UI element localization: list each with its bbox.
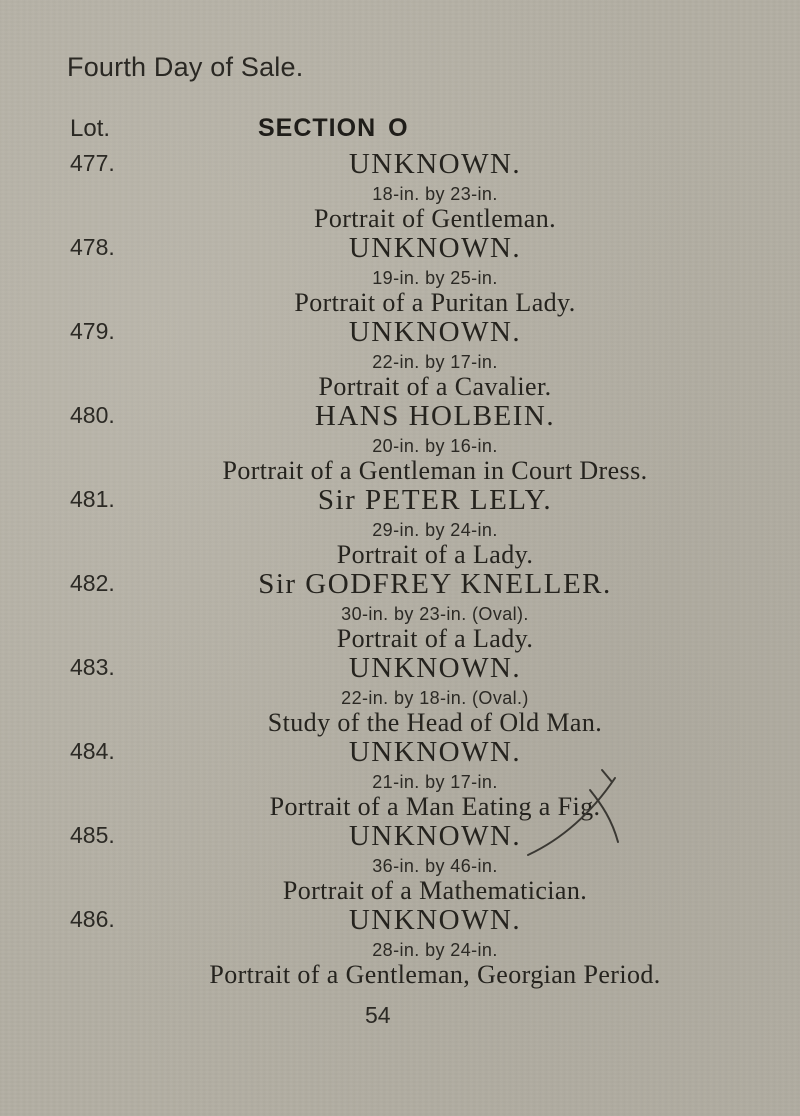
lot-title: Portrait of a Mathematician. [282, 876, 588, 905]
lot-title: Portrait of a Puritan Lady. [294, 288, 576, 317]
lot-artist: UNKNOWN. [348, 820, 522, 852]
lot-entry [0, 568, 800, 658]
lot-title: Portrait of a Gentleman in Court Dress. [222, 456, 648, 485]
lot-artist: UNKNOWN. [348, 316, 522, 348]
lot-dimensions: 29-in. by 24-in. [372, 520, 498, 540]
lot-entry [0, 484, 800, 574]
lot-entry [0, 316, 800, 406]
lot-number: 483. [70, 654, 115, 680]
lot-number: 485. [70, 822, 115, 848]
page-heading: Fourth Day of Sale. [67, 52, 304, 82]
section-label: SECTION [258, 114, 377, 142]
lot-entry [0, 148, 800, 238]
lot-artist: HANS HOLBEIN. [314, 400, 556, 432]
lot-dimensions: 28-in. by 24-in. [372, 940, 498, 960]
lot-title: Portrait of a Cavalier. [318, 372, 552, 401]
lot-artist: UNKNOWN. [348, 148, 522, 180]
lot-number: 479. [70, 318, 115, 344]
lot-title: Portrait of a Lady. [336, 624, 534, 653]
lot-dimensions: 19-in. by 25-in. [372, 268, 498, 288]
lot-title: Portrait of a Lady. [336, 540, 534, 569]
lot-artist: Sir PETER LELY. [317, 484, 553, 516]
lot-entry [0, 736, 800, 826]
lot-number: 477. [70, 150, 115, 176]
lot-number: 480. [70, 402, 115, 428]
lot-dimensions: 18-in. by 23-in. [372, 184, 498, 204]
lot-number: 484. [70, 738, 115, 764]
lot-number: 482. [70, 570, 115, 596]
lot-dimensions: 22-in. by 18-in. (Oval.) [341, 688, 529, 708]
lot-artist: UNKNOWN. [348, 736, 522, 768]
lot-number: 478. [70, 234, 115, 260]
lot-dimensions: 36-in. by 46-in. [372, 856, 498, 876]
lot-artist: UNKNOWN. [348, 232, 522, 264]
lot-column-heading: Lot. [70, 115, 111, 142]
lot-entry [0, 400, 800, 490]
lot-dimensions: 22-in. by 17-in. [372, 352, 498, 372]
lot-entry [0, 232, 800, 322]
lot-number: 481. [70, 486, 115, 512]
lot-entry [0, 904, 800, 994]
section-heading [258, 114, 409, 143]
page-number: 54 [365, 1002, 391, 1028]
lot-dimensions: 21-in. by 17-in. [372, 772, 498, 792]
lot-artist: UNKNOWN. [348, 904, 522, 936]
lot-title: Portrait of Gentleman. [313, 204, 556, 233]
lot-dimensions: 30-in. by 23-in. (Oval). [341, 604, 529, 624]
lot-artist: Sir GODFREY KNELLER. [258, 568, 612, 600]
lot-entry [0, 652, 800, 742]
lot-title: Portrait of a Gentleman, Georgian Period. [209, 960, 661, 989]
lot-number: 486. [70, 906, 115, 932]
lot-entry [0, 820, 800, 910]
lot-title: Study of the Head of Old Man. [267, 708, 603, 737]
lot-artist: UNKNOWN. [348, 652, 522, 684]
pencil-annotation-mark [520, 760, 630, 860]
section-letter: O [388, 114, 409, 142]
lot-dimensions: 20-in. by 16-in. [372, 436, 498, 456]
lot-title: Portrait of a Man Eating a Fig. [269, 792, 601, 821]
